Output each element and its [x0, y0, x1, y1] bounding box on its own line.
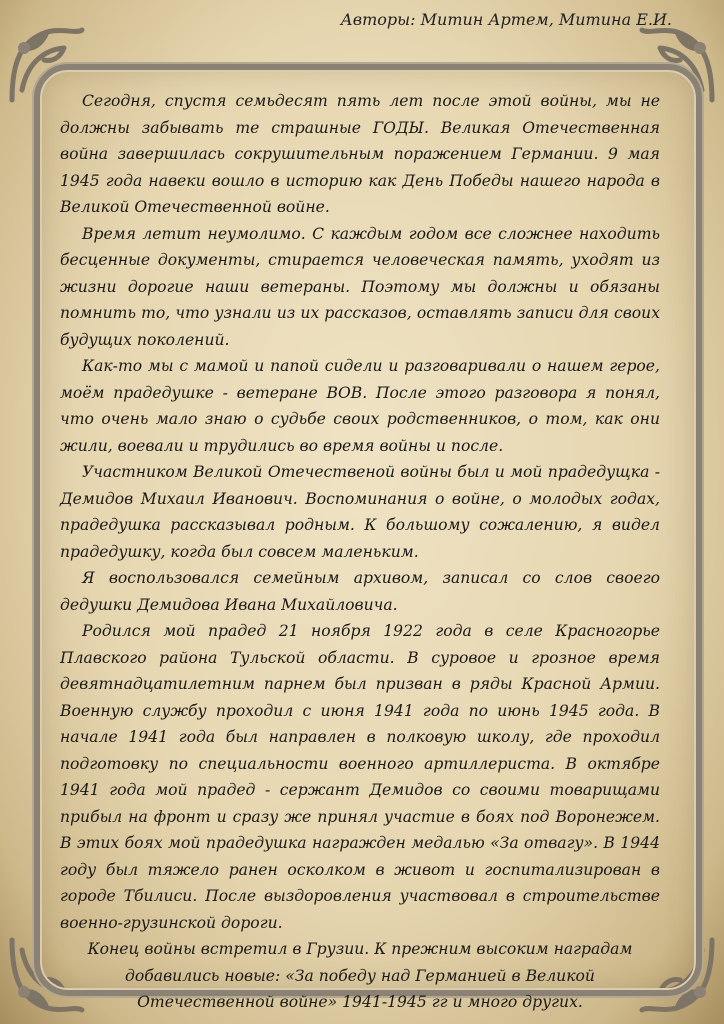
- paragraph: Родился мой прадед 21 ноября 1922 года в селе Красногорье Плавского района Тульской области. В суровое и грозное время девятнадцатилетним парнем был призван в ряды Красной Армии. Военную службу проходил с июня 1941 года по июнь 1945 года. В начале 1941 года был направлен в полковую школу, где проходил подготовку по специальности военного артиллериста. В октябре 1941 года мой прадед - сержант Демидов со своими товарищами прибыл на фронт и сразу же принял участие в боях под Воронежем. В этих боях мой прадедушка награжден медалью «За отвагу». В 1944 году был тяжело ранен осколком в живот и госпитализирован в городе Тбилиси. После выздоровления участвовал в строительстве военно-грузинской дороги.: [60, 622, 660, 932]
- paragraph: Время летит неумолимо. С каждым годом все сложнее находить бесценные документы, стирается человеческая память, уходят из жизни дорогие наши ветераны. Поэтому мы должны и обязаны помнить то, что узнали из их рассказов, оставлять записи для своих будущих поколений.: [60, 224, 660, 349]
- paragraph: Сегодня, спустя семьдесят пять лет после этой войны, мы не должны забывать те страшные ГОДЫ. Великая Отечественная война завершилась сокрушительным поражением Германии. 9 мая 1945 года навеки вошло в историю как День Победы нашего народа в Великой Отечественной войне.: [60, 92, 660, 216]
- document-body: [60, 88, 660, 1016]
- authors-line: Авторы: Митин Артем, Митина Е.И.: [340, 10, 672, 29]
- paragraph: Конец войны встретил в Грузии. К прежним высоким наградам добавились новые: «За победу над Германией в Великой Отечественной войне» 1941-1945 гг и много других.: [87, 940, 633, 1011]
- paragraph: Как-то мы с мамой и папой сидели и разговаривали о нашем герое, моём прадедушке - ветеране ВОВ. После этого разговора я понял, что очень мало знаю о судьбе своих родственников, о том, как они жили, воевали и трудились во время войны и после.: [60, 357, 660, 455]
- paragraph: Я воспользовался семейным архивом, записал со слов своего дедушки Демидова Ивана Михайловича.: [60, 569, 660, 614]
- paragraph: Участником Великой Отечественой войны был и мой прадедущка - Демидов Михаил Иванович. Воспоминания о войне, о молодых годах, прадедушка рассказывал родным. К большому сожалению, я видел прадедушку, когда был совсем маленьким.: [60, 463, 660, 561]
